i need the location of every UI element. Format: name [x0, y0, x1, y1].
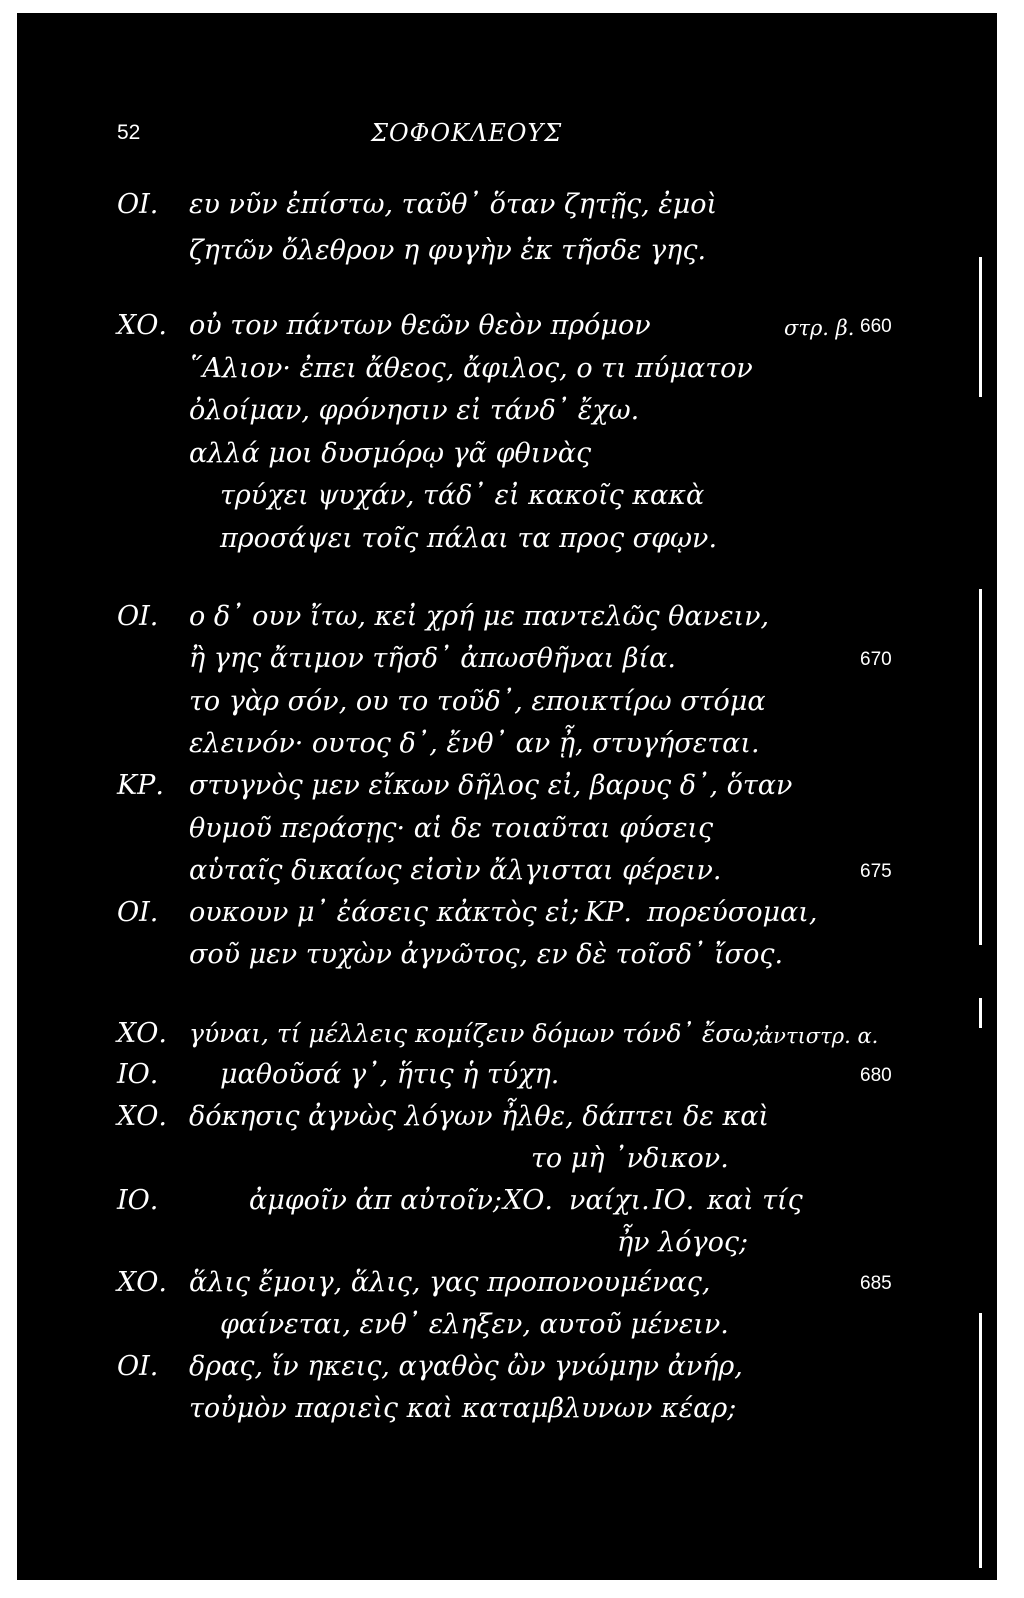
- verse-line: ευ νῦν ἐπίστω, ταῦθ᾽ ὅταν ζητῇς, ἐμοὶ: [189, 189, 718, 220]
- speaker-label: ΟΙ.: [117, 601, 159, 632]
- verse-line: το γὰρ σόν, ου το τοῦδ᾽, εποικτίρω στόμα: [189, 686, 766, 717]
- verse-line: μαθοῦσά γ᾽, ἥτις ἡ τύχη.: [220, 1059, 560, 1090]
- verse-line: ῞Αλιον· ἐπει ἄθεος, ἄφιλος, ο τι πύματον: [189, 353, 753, 384]
- verse-line: αλλά μοι δυσμόρῳ γᾶ φθινὰς: [189, 438, 592, 469]
- antistrophe-mark: ἀντιστρ. α.: [759, 1024, 879, 1048]
- verse-line: αὑταῖς δικαίως εἰσὶν ἄλγισται φέρειν.: [189, 855, 722, 886]
- verse-line: ἦν λόγος;: [617, 1227, 749, 1258]
- margin-rule: [979, 589, 982, 945]
- line-number: 685: [860, 1273, 892, 1294]
- speaker-label: ΙΟ.: [117, 1185, 159, 1216]
- verse-line: ελεινόν· ουτος δ᾽, ἔνθ᾽ αν ᾖ, στυγήσεται.: [189, 728, 760, 759]
- verse-line: ουκουν μ᾽ ἐάσεις κἀκτὸς εἰ;: [189, 897, 580, 928]
- verse-line: ἅλις ἔμοιγ, ἅλις, γας προπονουμένας,: [189, 1267, 711, 1298]
- verse-line: ναίχι.: [569, 1185, 650, 1216]
- page-number: 52: [117, 121, 141, 144]
- running-title: ΣΟΦΟΚΛΕΟΥΣ: [371, 119, 563, 147]
- speaker-label: ΚΡ.: [117, 770, 164, 801]
- line-number: 670: [860, 649, 892, 670]
- line-number: 660: [860, 316, 892, 337]
- line-number: 675: [860, 861, 892, 882]
- speaker-label: ΧΟ.: [117, 1101, 167, 1132]
- verse-line: προσάψει τοῖς πάλαι τα προς σφῳν.: [220, 523, 718, 554]
- speaker-label: ΟΙ.: [117, 189, 159, 220]
- speaker-label: ΧΟ.: [117, 1267, 167, 1298]
- verse-line: στυγνὸς μεν εἴκων δῆλος εἰ, βαρυς δ᾽, ὅταν: [189, 770, 793, 801]
- margin-rule: [979, 1313, 982, 1568]
- verse-line: δρας, ἵν ηκεις, αγαθὸς ὢν γνώμην ἀνήρ,: [189, 1351, 743, 1382]
- margin-rule: [979, 998, 982, 1028]
- verse-line: το μὴ ᾿νδικον.: [531, 1143, 729, 1174]
- speaker-inline: ΧΟ.: [503, 1185, 553, 1216]
- verse-line: ἀμφοῖν ἀπ αὐτοῖν;: [249, 1185, 503, 1216]
- verse-line: δόκησις ἀγνὼς λόγων ἦλθε, δάπτει δε καὶ: [189, 1101, 770, 1132]
- speaker-label: ΙΟ.: [117, 1059, 159, 1090]
- verse-line: οὐ τον πάντων θεῶν θεὸν πρόμον: [189, 310, 651, 341]
- verse-line: ο δ᾽ ουν ἴτω, κεἰ χρή με παντελῶς θανειν,: [189, 601, 770, 632]
- verse-line: πορεύσομαι,: [647, 897, 818, 928]
- verse-line: σοῦ μεν τυχὼν ἀγνῶτος, εν δὲ τοῖσδ᾽ ἴσος.: [189, 939, 784, 970]
- speaker-inline: ΙΟ.: [653, 1185, 695, 1216]
- verse-line: ἢ γης ἄτιμον τῆσδ᾽ ἀπωσθῆναι βία.: [189, 643, 676, 674]
- verse-line: ζητῶν ὄλεθρον η φυγὴν ἐκ τῆσδε γης.: [189, 235, 707, 266]
- margin-rule: [979, 257, 982, 397]
- verse-line: ὀλοίμαν, φρόνησιν εἰ τάνδ᾽ ἔχω.: [189, 395, 640, 426]
- verse-line: τοὐμὸν παριεὶς καὶ καταμβλυνων κέαρ;: [189, 1393, 737, 1424]
- verse-line: καὶ τίς: [707, 1185, 803, 1216]
- verse-line: θυμοῦ περάσῃς· αἱ δε τοιαῦται φύσεις: [189, 813, 714, 844]
- verse-line: φαίνεται, ενθ᾽ εληξεν, αυτοῦ μένειν.: [220, 1309, 729, 1340]
- speaker-inline: ΚΡ.: [585, 897, 632, 928]
- speaker-label: ΧΟ.: [117, 1018, 167, 1049]
- scanned-page: [17, 13, 997, 1580]
- speaker-label: ΟΙ.: [117, 897, 159, 928]
- strophe-mark: στρ. β.: [784, 316, 855, 340]
- speaker-label: ΟΙ.: [117, 1351, 159, 1382]
- line-number: 680: [860, 1065, 892, 1086]
- verse-line: τρύχει ψυχάν, τάδ᾽ εἰ κακοῖς κακὰ: [220, 480, 705, 511]
- verse-line: γύναι, τί μέλλεις κομίζειν δόμων τόνδ᾽ ἔσω;: [189, 1019, 762, 1048]
- speaker-label: ΧΟ.: [117, 310, 167, 341]
